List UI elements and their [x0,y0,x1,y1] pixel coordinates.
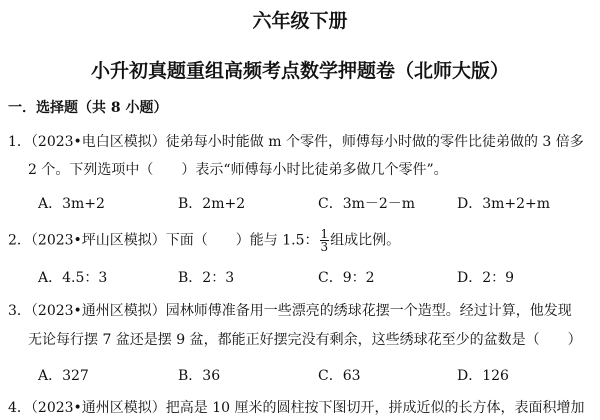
question-2-fraction [320,228,330,253]
question-1-option-b: B．2m+2 [178,196,246,212]
question-2-option-c: C．9：2 [318,270,375,286]
question-2-stem-end: 组成比例。 [330,232,401,249]
grade-title: 六年级下册 [252,10,348,32]
question-3-option-c: C．63 [318,368,361,384]
question-1-option-c: C．3m－2－m [318,196,416,212]
question-3-option-a: A．327 [38,368,89,384]
question-2-line [8,228,400,253]
question-2-option-a: A．4.5：3 [38,270,108,286]
question-4-line-1: 4．（2023•通州区模拟）把高是 10 厘米的圆柱按下图切开，拼成近似的长方体，表面积增加 [8,400,585,416]
question-2-option-b: B．2：3 [178,270,235,286]
question-3-line-2: 无论每行摆 7 盆还是摆 9 盆，都能正好摆完没有剩余，这些绣球花至少的盆数是（ ） [28,332,582,348]
question-1-line-2: 2 个。下列选项中（ ）表示“师傅每小时比徒弟多做几个零件”。 [28,162,448,178]
question-1-option-d: D．3m+2+m [457,196,551,212]
exam-title: 小升初真题重组高频考点数学押题卷（北师大版） [90,60,509,82]
fraction-numerator: 1 [320,227,329,241]
section-heading: 一．选择题（共 8 小题） [8,100,168,116]
question-3-line-1: 3．（2023•通州区模拟）园林师傅准备用一些漂亮的绣球花摆一个造型。经过计算，他发现 [8,303,572,319]
question-2-option-d: D．2：9 [457,270,515,286]
fraction-denominator: 3 [320,240,329,254]
question-2-stem-start: 2．（2023•坪山区模拟）下面（ ）能与 1.5： [8,232,319,249]
question-1-line-1: 1．（2023•电白区模拟）徒弟每小时能做 m 个零件，师傅每小时做的零件比徒弟做的 3 倍多 [8,134,584,150]
question-1-option-a: A．3m+2 [38,196,105,212]
question-3-option-b: B．36 [178,368,221,384]
question-3-option-d: D．126 [457,368,509,384]
